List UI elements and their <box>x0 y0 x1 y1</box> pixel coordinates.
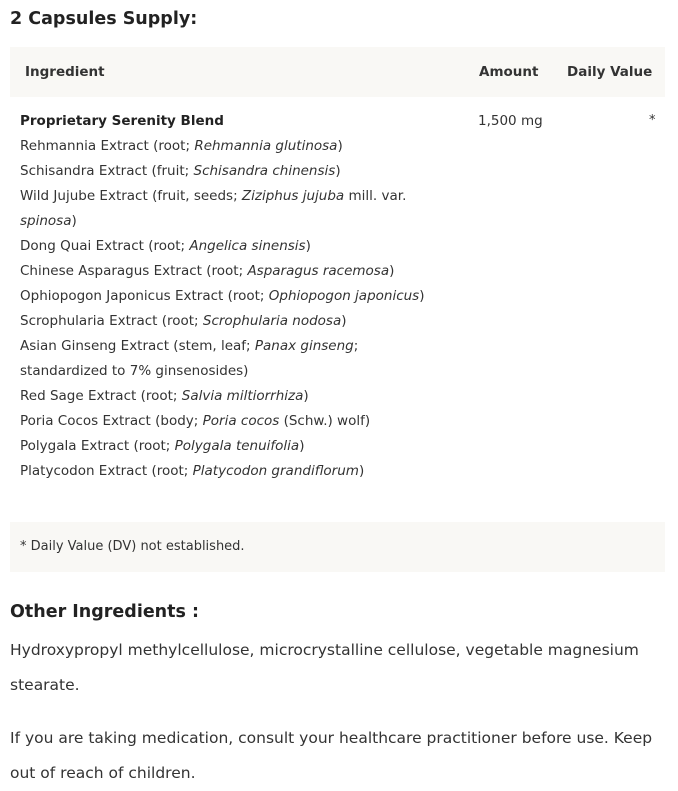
header-daily-value: Daily Value <box>567 64 653 80</box>
ingredient-item <box>20 309 450 334</box>
ingredient-latin-name: Scrophularia nodosa <box>202 313 342 329</box>
ingredient-text: ) <box>337 138 343 154</box>
ingredient-text: Dong Quai Extract (root; <box>20 238 190 254</box>
ingredient-text: ) <box>358 463 365 479</box>
ingredient-text: Poria Cocos Extract (body; <box>20 413 203 429</box>
other-ingredients-text: Hydroxypropyl methylcellulose, microcrystalline cellulose, vegetable magnesium stearate. <box>10 641 639 694</box>
ingredient-text: ) <box>389 263 395 279</box>
ingredient-text: Scrophularia Extract (root; <box>20 313 203 329</box>
daily-value-footnote: * Daily Value (DV) not established. <box>20 539 245 554</box>
ingredient-latin-name: Platycodon grandiflorum <box>192 463 359 479</box>
ingredient-text: mill. var. <box>344 188 407 204</box>
ingredient-text: ) <box>305 238 311 254</box>
ingredient-text: Platycodon Extract (root; <box>20 463 193 479</box>
ingredient-list <box>20 134 450 484</box>
blend-daily-value: * <box>649 113 656 128</box>
ingredient-latin-name: Rehmannia glutinosa <box>194 138 338 154</box>
ingredient-item <box>20 234 450 259</box>
ingredient-text: Rehmannia Extract (root; <box>20 138 195 154</box>
ingredient-latin-name: Ziziphus jujuba <box>241 188 345 204</box>
ingredient-text: ) <box>299 438 305 454</box>
other-ingredients-heading: Other Ingredients : <box>10 602 200 622</box>
ingredient-text: Chinese Asparagus Extract (root; <box>20 263 248 279</box>
ingredient-text: ) <box>335 163 341 179</box>
ingredient-text: Wild Jujube Extract (fruit, seeds; <box>20 188 242 204</box>
ingredient-text: Red Sage Extract (root; <box>20 388 182 404</box>
ingredient-item <box>20 434 450 459</box>
table-header-row <box>10 47 665 97</box>
ingredient-latin-name: Schisandra chinensis <box>193 163 336 179</box>
ingredient-text: Schisandra Extract (fruit; <box>20 163 194 179</box>
ingredient-item <box>20 409 450 434</box>
ingredient-text: Ophiopogon Japonicus Extract (root; <box>20 288 269 304</box>
blend-name: Proprietary Serenity Blend <box>20 113 224 129</box>
ingredient-item <box>20 284 450 309</box>
header-ingredient: Ingredient <box>25 64 105 80</box>
ingredient-item <box>20 259 450 284</box>
ingredient-latin-name: Salvia miltiorrhiza <box>181 388 304 404</box>
ingredient-text: (Schw.) wolf) <box>279 413 371 429</box>
ingredient-item <box>20 459 450 484</box>
ingredient-item <box>20 184 450 234</box>
ingredient-text: ) <box>71 213 77 229</box>
header-amount: Amount <box>479 64 539 80</box>
ingredient-text: ) <box>419 288 425 304</box>
ingredient-text: ) <box>341 313 347 329</box>
ingredient-item <box>20 134 450 159</box>
footnote-box <box>10 522 665 572</box>
ingredient-latin-name: Angelica sinensis <box>189 238 306 254</box>
ingredient-text: Asian Ginseng Extract (stem, leaf; <box>20 338 255 354</box>
ingredient-latin-name: Panax ginseng <box>254 338 354 354</box>
ingredient-text: ) <box>303 388 309 404</box>
ingredient-text: Polygala Extract (root; <box>20 438 175 454</box>
warning-text: If you are taking medication, consult your healthcare practitioner before use. Keep out of reach of children. <box>10 729 653 782</box>
ingredient-text: ; standardized to 7% ginsenosides) <box>20 338 359 379</box>
ingredient-latin-name: Asparagus racemosa <box>247 263 390 279</box>
ingredient-latin-name: spinosa <box>20 213 72 229</box>
ingredient-item <box>20 159 450 184</box>
ingredient-item <box>20 334 450 384</box>
blend-amount: 1,500 mg <box>478 113 543 129</box>
ingredient-latin-name: Ophiopogon japonicus <box>268 288 420 304</box>
supply-heading: 2 Capsules Supply: <box>10 9 198 29</box>
ingredient-latin-name: Poria cocos <box>202 413 280 429</box>
ingredient-item <box>20 384 450 409</box>
ingredient-latin-name: Polygala tenuifolia <box>174 438 300 454</box>
